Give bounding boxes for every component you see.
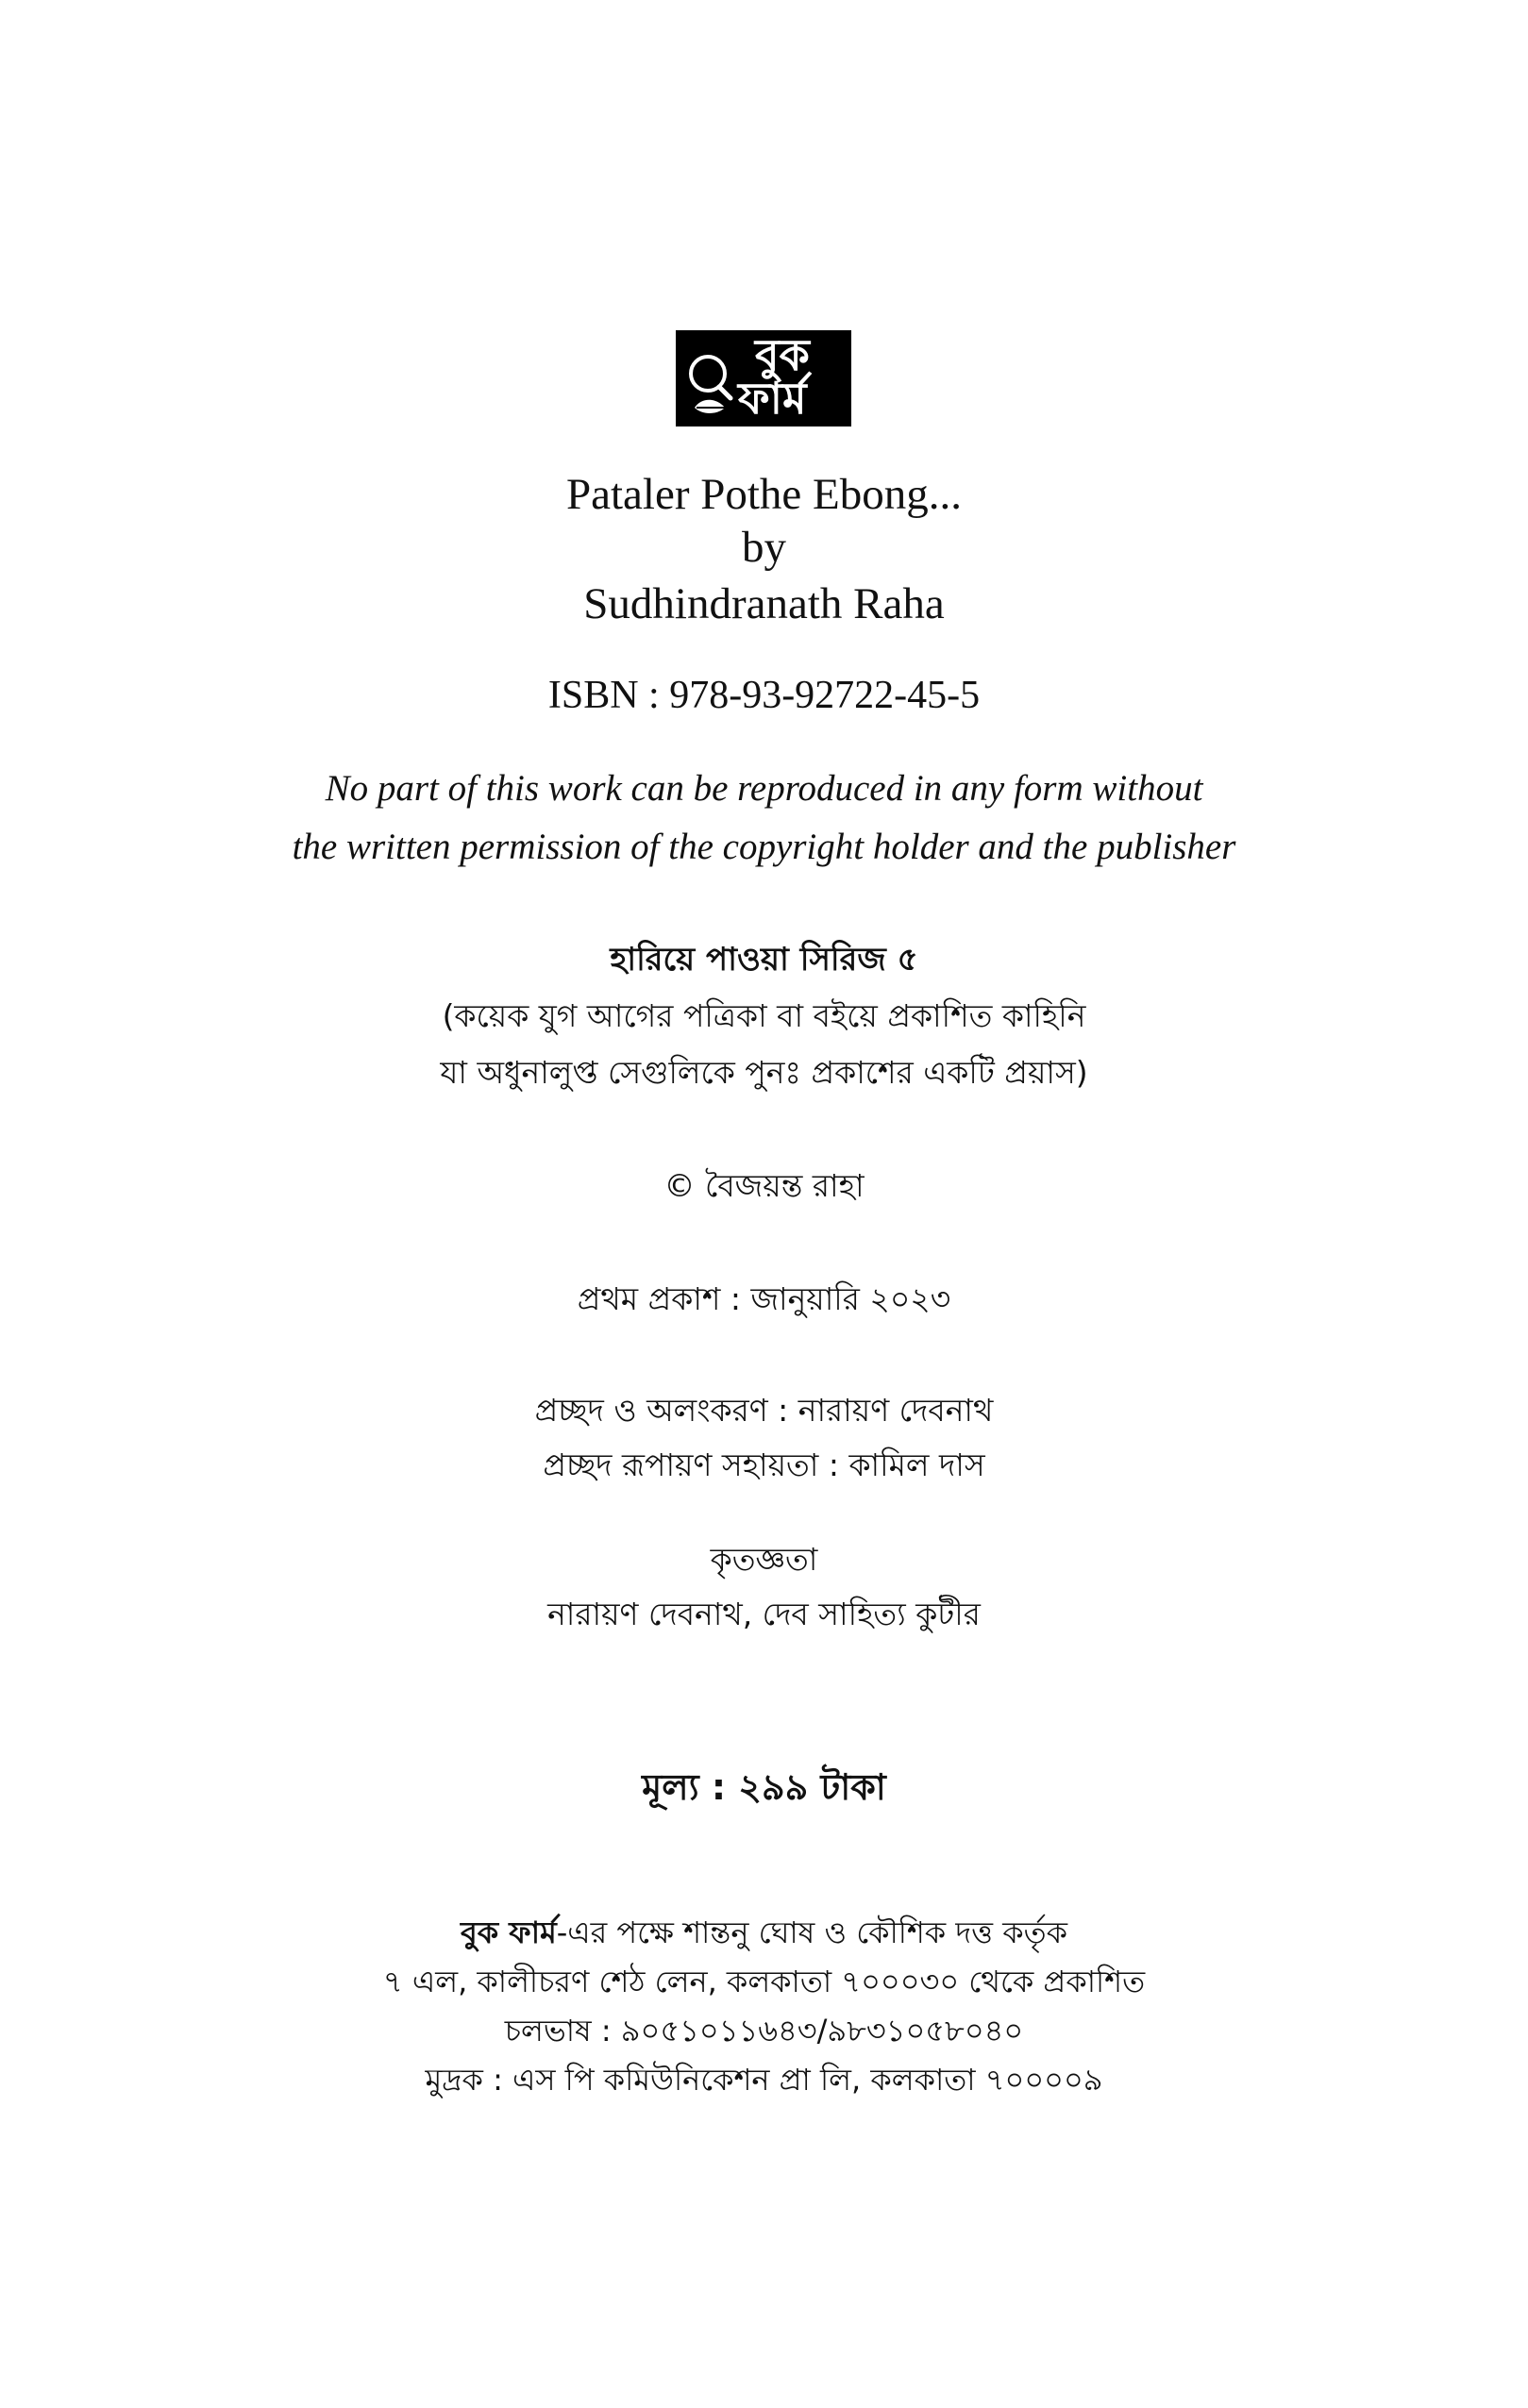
imprint-address: ৭ এল, কালীচরণ শেঠ লেন, কলকাতা ৭০০০৩০ থেকে প্রকাশিত [382,1964,1146,1999]
author-name: Sudhindranath Raha [583,579,945,628]
cover-assist-credit: প্রচ্ছদ রূপায়ণ সহায়তা : কামিল দাস [543,1446,985,1483]
cover-design-credit: প্রচ্ছদ ও অলংকরণ : নারায়ণ দেবনাথ [534,1392,994,1429]
book-title: Pataler Pothe Ebong... [565,470,962,519]
series-description-line2: যা অধুনালুপ্ত সেগুলিকে পুনঃ প্রকাশের একটি প্রয়াস) [440,1054,1088,1091]
series-description-line1: (কয়েক যুগ আগের পত্রিকা বা বইয়ে প্রকাশিত কাহিনি [442,997,1086,1034]
by-line: by [742,523,786,572]
imprint-line1 [0,1912,1528,1953]
acknowledgement-label: কৃতজ্ঞতা [710,1541,818,1578]
copyright-notice-line1: No part of this work can be reproduced in any form without [325,768,1203,809]
logo-text-line2: ফার্ম [738,373,807,424]
magnifier-leaf-icon [681,349,744,419]
copyright-holder: © বৈজয়ন্ত রাহা [663,1167,865,1204]
imprint-printer: মুদ্রক : এস পি কমিউনিকেশন প্রা লি, কলকাতা ৭০০০০৯ [425,2062,1103,2098]
publisher-logo [676,330,851,426]
series-name: হারিয়ে পাওয়া সিরিজ ৫ [610,941,918,978]
imprint-publisher-name: বুক ফার্ম [460,1915,557,1950]
copyright-notice-line2: the written permission of the copyright holder and the publisher [292,827,1236,867]
first-edition: প্রথম প্রকাশ : জানুয়ারি ২০২৩ [577,1280,951,1317]
imprint-phone: চলভাষ : ৯০৫১০১১৬৪৩/৯৮৩১০৫৮০৪০ [504,2013,1024,2048]
logo-text-line1: বুক [755,329,810,380]
imprint-line1-text: -এর পক্ষে শান্তনু ঘোষ ও কৌশিক দত্ত কর্তৃক [556,1915,1068,1950]
isbn: ISBN : 978-93-92722-45-5 [547,674,981,717]
price: মূল্য : ২৯৯ টাকা [642,1766,886,1808]
acknowledgement-names: নারায়ণ দেবনাথ, দেব সাহিত্য কুটীর [547,1596,981,1632]
